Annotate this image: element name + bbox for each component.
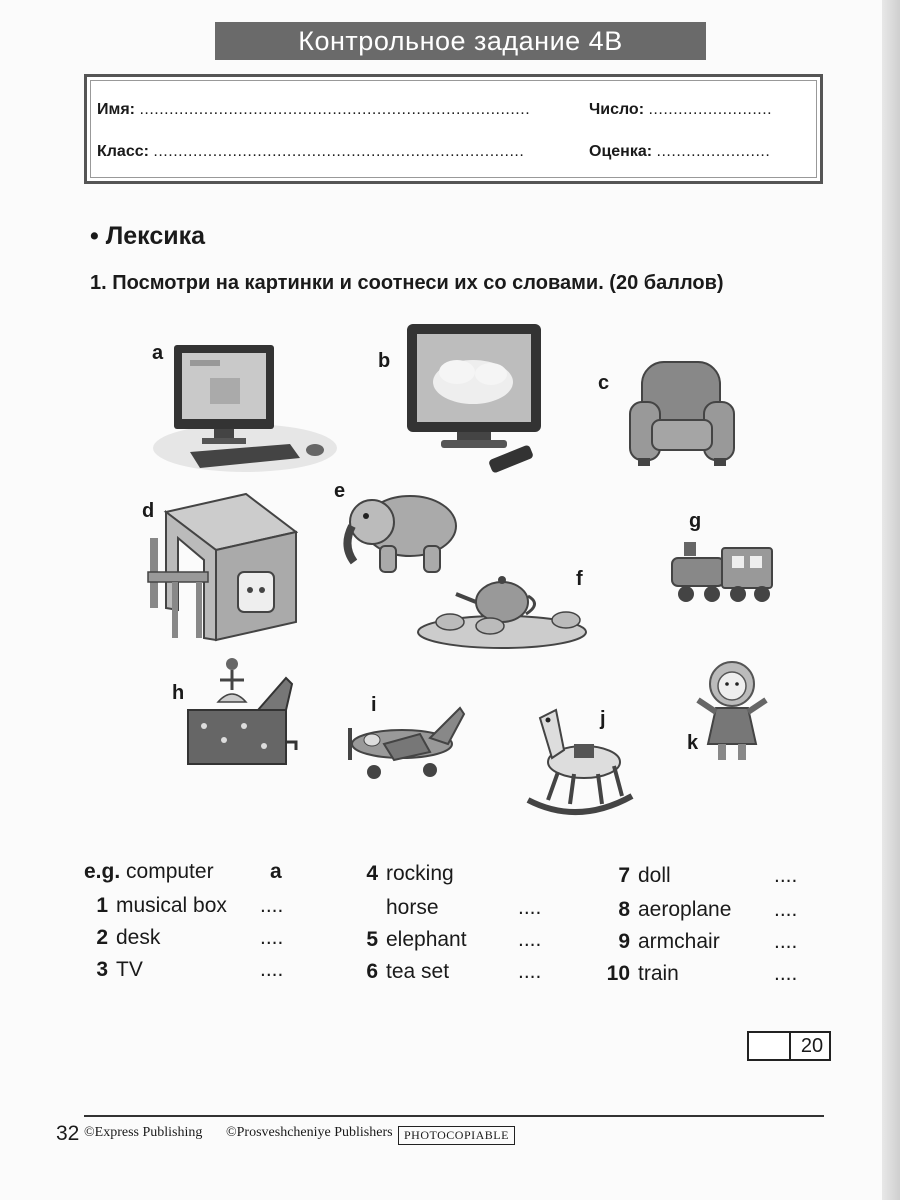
- picture-letter-b: b: [378, 350, 391, 372]
- answer-item-2: 2 desk: [96, 926, 161, 949]
- score-box: [747, 1031, 831, 1061]
- picture-letter-j: j: [600, 708, 606, 730]
- answer-item-6: 6 tea set: [366, 960, 450, 983]
- answer-blank-6[interactable]: ....: [518, 960, 542, 983]
- picture-letter-g: g: [689, 510, 702, 532]
- doll-icon: [694, 660, 770, 764]
- answer-blank-5[interactable]: ....: [518, 928, 542, 951]
- tea-set-icon: [416, 574, 592, 654]
- picture-letter-e: e: [334, 480, 346, 502]
- publisher-credit-1: ©Express Publishing: [84, 1125, 203, 1140]
- answer-item-7: 7 doll: [618, 864, 671, 887]
- rocking-horse-icon: [518, 700, 640, 824]
- student-info-box: [84, 74, 823, 184]
- armchair-icon: [628, 358, 738, 470]
- answer-example-letter: a: [270, 860, 282, 883]
- answer-item-5: 5 elephant: [366, 928, 467, 951]
- picture-letter-d: d: [142, 500, 155, 522]
- answer-list: [84, 860, 824, 1000]
- answer-blank-3[interactable]: ....: [260, 958, 284, 981]
- section-title: • Лексика: [90, 222, 206, 250]
- footer-divider: [84, 1115, 824, 1117]
- picture-letter-i: i: [371, 694, 377, 716]
- page-edge-shadow: [882, 0, 900, 1200]
- date-field: Число: .........................: [589, 101, 773, 118]
- tv-icon: [405, 322, 545, 482]
- elephant-icon: [340, 486, 464, 578]
- answer-blank-9[interactable]: ....: [774, 930, 798, 953]
- picture-letter-h: h: [172, 682, 185, 704]
- computer-icon: [150, 340, 340, 480]
- answer-blank-1[interactable]: ....: [260, 894, 284, 917]
- grade-field: Оценка: .......................: [589, 143, 771, 160]
- answer-item-8: 8 aeroplane: [618, 898, 732, 921]
- answer-blank-8[interactable]: ....: [774, 898, 798, 921]
- aeroplane-icon: [344, 704, 468, 784]
- picture-letter-c: c: [598, 372, 610, 394]
- picture-letter-k: k: [687, 732, 699, 754]
- page-title: Контрольное задание 4B: [215, 22, 706, 60]
- max-score: 20: [800, 1035, 824, 1057]
- answer-item-3: 3 TV: [96, 958, 143, 981]
- task-instruction: 1. Посмотри на картинки и соотнеси их со словами. (20 баллов): [90, 272, 724, 294]
- publisher-credit-2: ©Prosveshcheniye Publishers: [226, 1125, 393, 1140]
- desk-icon: [146, 490, 298, 642]
- photocopiable-badge: PHOTOCOPIABLE: [398, 1126, 515, 1145]
- answer-example: e.g. computer: [84, 860, 214, 883]
- answer-item-1: 1 musical box: [96, 894, 227, 917]
- answer-blank-7[interactable]: ....: [774, 864, 798, 887]
- answer-item-10: 10 train: [606, 962, 679, 985]
- musical-box-icon: [180, 650, 300, 768]
- answer-blank-10[interactable]: ....: [774, 962, 798, 985]
- answer-item-4-line2: horse: [386, 896, 439, 919]
- train-icon: [666, 540, 778, 606]
- picture-letter-a: a: [152, 342, 164, 364]
- answer-item-4: 4 rocking: [366, 862, 454, 885]
- page-number: 32: [56, 1122, 80, 1145]
- answer-blank-4[interactable]: ....: [518, 896, 542, 919]
- class-field: Класс: ...........................................................................: [97, 143, 525, 160]
- answer-blank-2[interactable]: ....: [260, 926, 284, 949]
- picture-letter-f: f: [576, 568, 583, 590]
- name-field: Имя: ...............................................................................: [97, 101, 531, 118]
- answer-item-9: 9 armchair: [618, 930, 720, 953]
